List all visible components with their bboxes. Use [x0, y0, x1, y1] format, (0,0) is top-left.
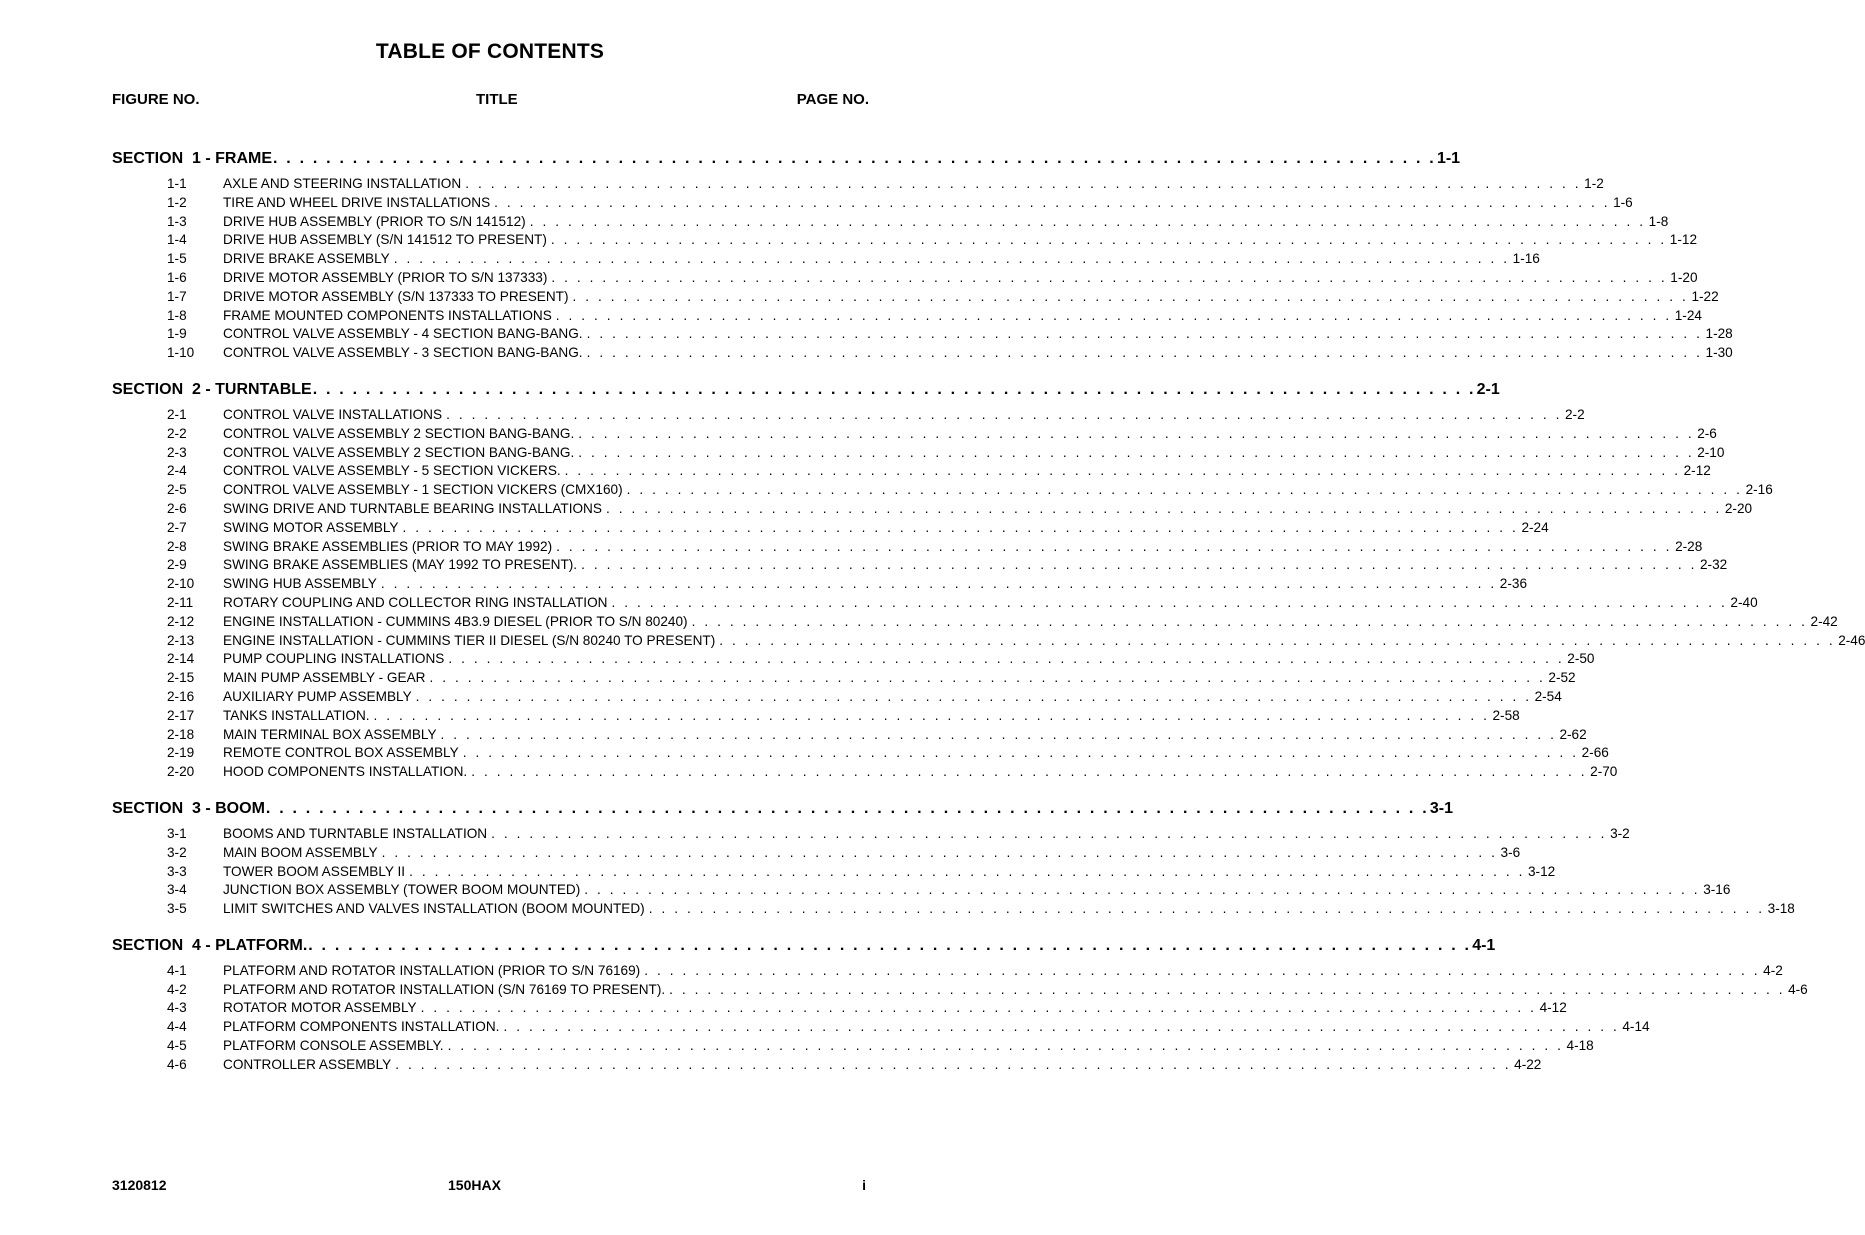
toc-entry[interactable]	[167, 482, 1773, 501]
dot-leader: . . . . . . . . . . . . . . . . . . . . . . . . . . . . . . . . . . . . . . . . . . . . . . . . . . . . . . . . . . . . . . . . . . . . . . . . . . . . . . . . . . . . . . . .	[465, 176, 1582, 191]
figure-page-number: 2-36	[1499, 576, 1528, 592]
figure-number: 3-2	[167, 844, 187, 860]
figure-page-number: 4-14	[1622, 1019, 1650, 1035]
figure-number: 3-1	[167, 825, 187, 841]
figure-title: CONTROL VALVE ASSEMBLY 2 SECTION BANG-BANG.	[223, 425, 575, 441]
figure-page-number: 4-22	[1514, 1056, 1542, 1072]
section-page-number: 1-1	[1436, 150, 1461, 167]
toc-entry[interactable]	[167, 726, 1587, 746]
figure-title: PLATFORM CONSOLE ASSEMBLY.	[223, 1038, 444, 1054]
figure-number: 1-8	[167, 307, 187, 323]
toc-entry[interactable]	[167, 1019, 1650, 1038]
figure-page-number: 4-12	[1539, 1000, 1567, 1016]
figure-number: 2-12	[167, 613, 195, 629]
figure-number: 1-9	[167, 326, 187, 342]
section-heading[interactable]	[112, 380, 1500, 405]
toc-entry[interactable]	[167, 194, 1633, 214]
dot-leader: . . . . . . . . . . . . . . . . . . . . . . . . . . . . . . . . . . . . . . . . . . . . . . . . . . . . . . . . . . . . . . . . . . . . . . . . . . . . . . . . . . . . . . . .	[415, 688, 1532, 704]
toc-section	[0, 936, 1808, 1076]
figure-page-number: 3-16	[1703, 882, 1731, 898]
toc-entry[interactable]	[167, 962, 1783, 982]
toc-entry[interactable]	[167, 882, 1731, 901]
figure-page-number: 2-20	[1724, 500, 1753, 516]
figure-number: 2-11	[167, 594, 194, 610]
figure-number: 2-4	[167, 463, 187, 479]
toc-entry[interactable]	[167, 632, 1865, 652]
toc-entry[interactable]	[167, 425, 1717, 445]
section-label: SECTION 4 - PLATFORM.	[112, 936, 308, 954]
toc-entry[interactable]	[167, 844, 1521, 864]
figure-number: 3-4	[167, 882, 187, 898]
figure-page-number: 2-66	[1581, 745, 1609, 761]
figure-page-number: 2-2	[1565, 406, 1585, 422]
footer-page-number: i	[862, 1177, 866, 1193]
figure-page-number: 2-52	[1548, 670, 1576, 686]
toc-entry[interactable]	[167, 1038, 1594, 1057]
figure-page-number: 2-40	[1730, 594, 1758, 610]
section-page-number: 2-1	[1476, 380, 1500, 398]
toc-entry[interactable]	[167, 651, 1595, 670]
figure-number: 1-3	[167, 213, 187, 229]
figure-page-number: 1-2	[1584, 176, 1604, 191]
figure-number: 4-2	[167, 981, 187, 997]
dot-leader: . . . . . . . . . . . . . . . . . . . . . . . . . . . . . . . . . . . . . . . . . . . . . . . . . . . . . . . . . . . . . . . . . . . . . . . . . . . . . . . . . . . . . . . .	[550, 232, 1667, 248]
figure-title: ENGINE INSTALLATION - CUMMINS 4B3.9 DIESEL (PRIOR TO S/N 80240)	[223, 613, 688, 629]
column-header-figure: FIGURE NO.	[112, 91, 200, 108]
figure-page-number: 1-6	[1613, 194, 1633, 210]
column-header-title: TITLE	[476, 91, 518, 108]
dot-leader: . . . . . . . . . . . . . . . . . . . . . . . . . . . . . . . . . . . . . . . . . . . . . . . . . . . . . . . . . . . . . . . . . . . . . . . . . . . . . . . . . . . . . . . .	[447, 1038, 1564, 1054]
toc-entry[interactable]	[167, 901, 1795, 920]
toc-entry[interactable]	[167, 538, 1703, 558]
figure-number: 4-1	[167, 962, 187, 978]
figure-title: CONTROL VALVE ASSEMBLY - 1 SECTION VICKERS (CMX160)	[223, 482, 623, 498]
dot-leader: . . . . . . . . . . . . . . . . . . . . . . . . . . . . . . . . . . . . . . . . . . . . . . . . . . . . . . . . . . . . . . . . . . . . . . . . . . . . . . . . . . . . . . . .	[446, 406, 1562, 422]
figure-page-number: 1-12	[1669, 232, 1698, 248]
figure-number: 2-3	[167, 444, 187, 460]
dot-leader: . . . . . . . . . . . . . . . . . . . . . . . . . . . . . . . . . . . . . . . . . . . . . . . . . . . . . . . . . . . . . . . . . . . . . . . . . . . . . . . . . . . . . . . .	[273, 150, 1436, 167]
figure-title: PLATFORM AND ROTATOR INSTALLATION (S/N 76169 TO PRESENT).	[223, 981, 666, 997]
dot-leader: . . . . . . . . . . . . . . . . . . . . . . . . . . . . . . . . . . . . . . . . . . . . . . . . . . . . . . . . . . . . . . . . . . . . . . . . . . . . . . . . . . . . . . . .	[564, 463, 1681, 479]
figure-page-number: 2-62	[1559, 726, 1587, 742]
figure-title: MAIN TERMINAL BOX ASSEMBLY	[223, 726, 437, 742]
figure-page-number: 2-70	[1590, 764, 1618, 780]
figure-page-number: 4-6	[1788, 981, 1808, 997]
dot-leader: . . . . . . . . . . . . . . . . . . . . . . . . . . . . . . . . . . . . . . . . . . . . . . . . . . . . . . . . . . . . . . . . . . . . . . . . . . . . . . . . . . . . . . . .	[494, 194, 1611, 210]
toc-entry[interactable]	[167, 1000, 1567, 1019]
dot-leader: . . . . . . . . . . . . . . . . . . . . . . . . . . . . . . . . . . . . . . . . . . . . . . . . . . . . . . . . . . . . . . . . . . . . . . . . . . . . . . . . . . . . . . . .	[409, 863, 1525, 879]
figure-page-number: 3-2	[1610, 825, 1630, 841]
figure-page-number: 2-58	[1492, 707, 1520, 723]
dot-leader: . . . . . . . . . . . . . . . . . . . . . . . . . . . . . . . . . . . . . . . . . . . . . . . . . . . . . . . . . . . . . . . . . . . . . . . . . . . . . . . . . . . . . . . .	[393, 251, 1510, 267]
footer-document-number: 3120812	[112, 1177, 167, 1193]
dot-leader: . . . . . . . . . . . . . . . . . . . . . . . . . . . . . . . . . . . . . . . . . . . . . . . . . . . . . . . . . . . . . . . . . . . . . . . . . . . . . . . . . . . . . . . .	[578, 444, 1695, 460]
figure-title: DRIVE BRAKE ASSEMBLY	[223, 251, 390, 267]
table-of-contents	[0, 150, 1865, 1093]
figure-page-number: 2-6	[1697, 425, 1717, 441]
figure-page-number: 1-24	[1674, 307, 1702, 323]
figure-page-number: 2-10	[1697, 444, 1725, 460]
dot-leader: . . . . . . . . . . . . . . . . . . . . . . . . . . . . . . . . . . . . . . . . . . . . . . . . . . . . . . . . . . . . . . . . . . . . . . . . . . . . . . . . . . . . . . . .	[448, 651, 1565, 667]
toc-section	[0, 380, 1865, 783]
figure-page-number: 1-20	[1670, 269, 1698, 285]
figure-title: TANKS INSTALLATION.	[223, 707, 370, 723]
figure-number: 4-4	[167, 1019, 187, 1035]
toc-entry[interactable]	[167, 707, 1520, 727]
figure-number: 2-7	[167, 519, 187, 535]
figure-title: PLATFORM AND ROTATOR INSTALLATION (PRIOR TO S/N 76169)	[223, 962, 641, 978]
figure-page-number: 1-8	[1648, 213, 1669, 229]
dot-leader: . . . . . . . . . . . . . . . . . . . . . . . . . . . . . . . . . . . . . . . . . . . . . . . . . . . . . . . . . . . . . . . . . . . . . . . . . . . . . . . . . . . . . . . .	[648, 901, 1765, 917]
dot-leader: . . . . . . . . . . . . . . . . . . . . . . . . . . . . . . . . . . . . . . . . . . . . . . . . . . . . . . . . . . . . . . . . . . . . . . . . . . . . . . . . . . . . . . . .	[312, 380, 1476, 398]
dot-leader: . . . . . . . . . . . . . . . . . . . . . . . . . . . . . . . . . . . . . . . . . . . . . . . . . . . . . . . . . . . . . . . . . . . . . . . . . . . . . . . . . . . . . . . .	[529, 213, 1646, 229]
figure-title: SWING MOTOR ASSEMBLY	[223, 519, 399, 535]
figure-number: 2-18	[167, 726, 195, 742]
figure-title: CONTROL VALVE ASSEMBLY - 4 SECTION BANG-BANG.	[223, 326, 583, 342]
dot-leader: . . . . . . . . . . . . . . . . . . . . . . . . . . . . . . . . . . . . . . . . . . . . . . . . . . . . . . . . . . . . . . . . . . . . . . . . . . . . . . . . . . . . . . . .	[373, 707, 1490, 723]
section-page-number: 4-1	[1472, 936, 1496, 954]
figure-title: PLATFORM COMPONENTS INSTALLATION.	[223, 1019, 500, 1035]
dot-leader: . . . . . . . . . . . . . . . . . . . . . . . . . . . . . . . . . . . . . . . . . . . . . . . . . . . . . . . . . . . . . . . . . . . . . . . . . . . . . . . . . . . . . . . .	[440, 726, 1557, 742]
figure-number: 1-7	[167, 288, 187, 304]
figure-number: 2-17	[167, 707, 195, 723]
figure-number: 2-1	[167, 406, 187, 422]
dot-leader: . . . . . . . . . . . . . . . . . . . . . . . . . . . . . . . . . . . . . . . . . . . . . . . . . . . . . . . . . . . . . . . . . . . . . . . . . . . . . . . . . . . . . . . .	[586, 326, 1703, 342]
figure-page-number: 2-24	[1521, 519, 1549, 535]
figure-title: PUMP COUPLING INSTALLATIONS	[223, 651, 445, 667]
dot-leader: . . . . . . . . . . . . . . . . . . . . . . . . . . . . . . . . . . . . . . . . . . . . . . . . . . . . . . . . . . . . . . . . . . . . . . . . . . . . . . . . . . . . . . . .	[551, 269, 1668, 285]
dot-leader: . . . . . . . . . . . . . . . . . . . . . . . . . . . . . . . . . . . . . . . . . . . . . . . . . . . . . . . . . . . . . . . . . . . . . . . . . . . . . . . . . . . . . . . .	[556, 538, 1673, 554]
figure-title: ROTATOR MOTOR ASSEMBLY	[223, 1000, 417, 1016]
toc-entry[interactable]	[167, 688, 1562, 708]
toc-entry[interactable]	[167, 613, 1838, 633]
dot-leader: . . . . . . . . . . . . . . . . . . . . . . . . . . . . . . . . . . . . . . . . . . . . . . . . . . . . . . . . . . . . . . . . . . . . . . . . . . . . . . . . . . . . . . . .	[420, 1000, 1537, 1016]
figure-page-number: 2-42	[1810, 613, 1838, 629]
page-title: TABLE OF CONTENTS	[375, 40, 605, 63]
figure-page-number: 2-28	[1675, 538, 1703, 554]
figure-page-number: 2-46	[1838, 632, 1865, 648]
dot-leader: . . . . . . . . . . . . . . . . . . . . . . . . . . . . . . . . . . . . . . . . . . . . . . . . . . . . . . . . . . . . . . . . . . . . . . . . . . . . . . . . . . . . . . . .	[395, 1056, 1512, 1072]
figure-number: 1-10	[167, 345, 195, 361]
toc-entry[interactable]	[167, 519, 1549, 539]
toc-entry[interactable]	[167, 176, 1604, 195]
figure-page-number: 1-22	[1691, 288, 1719, 304]
toc-entry[interactable]	[167, 406, 1585, 426]
toc-entry[interactable]	[167, 269, 1698, 289]
dot-leader: . . . . . . . . . . . . . . . . . . . . . . . . . . . . . . . . . . . . . . . . . . . . . . . . . . . . . . . . . . . . . . . . . . . . . . . . . . . . . . . . . . . . . . . .	[429, 670, 1546, 686]
toc-entry[interactable]	[167, 288, 1719, 308]
figure-number: 2-16	[167, 688, 195, 704]
section-label: SECTION 1 - FRAME	[112, 150, 273, 167]
toc-entry[interactable]	[167, 594, 1758, 614]
figure-number: 4-3	[167, 1000, 187, 1016]
figure-title: CONTROLLER ASSEMBLY	[223, 1056, 392, 1072]
figure-number: 3-3	[167, 863, 187, 879]
figure-number: 3-5	[167, 901, 187, 917]
dot-leader: . . . . . . . . . . . . . . . . . . . . . . . . . . . . . . . . . . . . . . . . . . . . . . . . . . . . . . . . . . . . . . . . . . . . . . . . . . . . . . . . . . . . . . . .	[381, 844, 1498, 860]
toc-entry[interactable]	[167, 500, 1753, 520]
toc-entry[interactable]	[167, 670, 1576, 689]
figure-number: 2-20	[167, 764, 195, 780]
dot-leader: . . . . . . . . . . . . . . . . . . . . . . . . . . . . . . . . . . . . . . . . . . . . . . . . . . . . . . . . . . . . . . . . . . . . . . . . . . . . . . . . . . . . . . . .	[605, 500, 1722, 516]
figure-number: 2-10	[167, 576, 195, 592]
figure-number: 1-4	[167, 232, 187, 248]
toc-section	[0, 150, 1733, 364]
figure-page-number: 2-16	[1745, 482, 1773, 498]
figure-number: 2-9	[167, 557, 187, 573]
figure-title: DRIVE MOTOR ASSEMBLY (PRIOR TO S/N 137333)	[223, 269, 548, 285]
dot-leader: . . . . . . . . . . . . . . . . . . . . . . . . . . . . . . . . . . . . . . . . . . . . . . . . . . . . . . . . . . . . . . . . . . . . . . . . . . . . . . . . . . . . . . . .	[578, 425, 1695, 441]
figure-number: 1-5	[167, 251, 187, 267]
figure-title: DRIVE HUB ASSEMBLY (PRIOR TO S/N 141512)	[223, 213, 526, 229]
toc-section	[0, 799, 1795, 920]
figure-number: 1-1	[167, 176, 187, 191]
figure-title: BOOMS AND TURNTABLE INSTALLATION	[223, 825, 488, 841]
section-label: SECTION 3 - BOOM	[112, 799, 265, 817]
figure-page-number: 4-18	[1566, 1038, 1594, 1054]
toc-entry[interactable]	[167, 307, 1702, 327]
figure-title: DRIVE HUB ASSEMBLY (S/N 141512 TO PRESENT)	[223, 232, 547, 248]
figure-number: 4-6	[167, 1056, 187, 1072]
dot-leader: . . . . . . . . . . . . . . . . . . . . . . . . . . . . . . . . . . . . . . . . . . . . . . . . . . . . . . . . . . . . . . . . . . . . . . . . . . . . . . . . . . . . . . . .	[503, 1019, 1620, 1035]
figure-page-number: 4-2	[1763, 962, 1783, 978]
figure-page-number: 3-6	[1500, 844, 1521, 860]
figure-page-number: 3-12	[1528, 863, 1556, 879]
figure-number: 2-13	[167, 632, 195, 648]
toc-entry[interactable]	[167, 825, 1630, 845]
figure-title: FRAME MOUNTED COMPONENTS INSTALLATIONS	[223, 307, 552, 323]
figure-title: CONTROL VALVE ASSEMBLY - 3 SECTION BANG-BANG.	[223, 345, 583, 361]
toc-entry[interactable]	[167, 463, 1711, 482]
toc-entry[interactable]	[167, 745, 1609, 764]
footer-model: 150HAX	[448, 1177, 501, 1193]
dot-leader: . . . . . . . . . . . . . . . . . . . . . . . . . . . . . . . . . . . . . . . . . . . . . . . . . . . . . . . . . . . . . . . . . . . . . . . . . . . . . . . . . . . . . . . .	[265, 799, 1429, 817]
figure-page-number: 2-50	[1567, 651, 1595, 667]
dot-leader: . . . . . . . . . . . . . . . . . . . . . . . . . . . . . . . . . . . . . . . . . . . . . . . . . . . . . . . . . . . . . . . . . . . . . . . . . . . . . . . . . . . . . . . .	[691, 613, 1808, 629]
toc-entry[interactable]	[167, 981, 1808, 1001]
toc-entry[interactable]	[167, 345, 1733, 364]
toc-entry[interactable]	[167, 1056, 1542, 1076]
figure-number: 1-2	[167, 194, 187, 210]
figure-title: TOWER BOOM ASSEMBLY II	[223, 863, 406, 879]
figure-title: SWING DRIVE AND TURNTABLE BEARING INSTALLATIONS	[223, 500, 602, 516]
figure-title: REMOTE CONTROL BOX ASSEMBLY	[223, 745, 459, 761]
dot-leader: . . . . . . . . . . . . . . . . . . . . . . . . . . . . . . . . . . . . . . . . . . . . . . . . . . . . . . . . . . . . . . . . . . . . . . . . . . . . . . . . . . . . . . . .	[462, 745, 1579, 761]
dot-leader: . . . . . . . . . . . . . . . . . . . . . . . . . . . . . . . . . . . . . . . . . . . . . . . . . . . . . . . . . . . . . . . . . . . . . . . . . . . . . . . . . . . . . . . .	[572, 288, 1689, 304]
section-heading[interactable]	[112, 150, 1461, 174]
figure-title: ROTARY COUPLING AND COLLECTOR RING INSTALLATION	[223, 594, 608, 610]
dot-leader: . . . . . . . . . . . . . . . . . . . . . . . . . . . . . . . . . . . . . . . . . . . . . . . . . . . . . . . . . . . . . . . . . . . . . . . . . . . . . . . . . . . . . . . .	[584, 882, 1701, 898]
section-label: SECTION 2 - TURNTABLE	[112, 380, 312, 398]
column-header-page: PAGE NO.	[796, 91, 869, 108]
figure-number: 2-2	[167, 425, 187, 441]
toc-entry[interactable]	[167, 251, 1540, 270]
figure-title: LIMIT SWITCHES AND VALVES INSTALLATION (BOOM MOUNTED)	[223, 901, 645, 917]
figure-page-number: 1-28	[1705, 326, 1733, 342]
dot-leader: . . . . . . . . . . . . . . . . . . . . . . . . . . . . . . . . . . . . . . . . . . . . . . . . . . . . . . . . . . . . . . . . . . . . . . . . . . . . . . . . . . . . . . . .	[491, 825, 1608, 841]
figure-title: AXLE AND STEERING INSTALLATION	[223, 176, 462, 191]
figure-title: SWING BRAKE ASSEMBLIES (PRIOR TO MAY 1992)	[223, 538, 553, 554]
figure-title: CONTROL VALVE ASSEMBLY 2 SECTION BANG-BANG.	[223, 444, 575, 460]
dot-leader: . . . . . . . . . . . . . . . . . . . . . . . . . . . . . . . . . . . . . . . . . . . . . . . . . . . . . . . . . . . . . . . . . . . . . . . . . . . . . . . . . . . . . . . .	[471, 764, 1588, 780]
dot-leader: . . . . . . . . . . . . . . . . . . . . . . . . . . . . . . . . . . . . . . . . . . . . . . . . . . . . . . . . . . . . . . . . . . . . . . . . . . . . . . . . . . . . . . . .	[581, 557, 1697, 573]
dot-leader: . . . . . . . . . . . . . . . . . . . . . . . . . . . . . . . . . . . . . . . . . . . . . . . . . . . . . . . . . . . . . . . . . . . . . . . . . . . . . . . . . . . . . . . .	[586, 345, 1703, 361]
toc-entry[interactable]	[167, 576, 1528, 595]
dot-leader: . . . . . . . . . . . . . . . . . . . . . . . . . . . . . . . . . . . . . . . . . . . . . . . . . . . . . . . . . . . . . . . . . . . . . . . . . . . . . . . . . . . . . . . .	[380, 576, 1497, 592]
figure-page-number: 1-30	[1705, 345, 1733, 361]
figure-title: DRIVE MOTOR ASSEMBLY (S/N 137333 TO PRESENT)	[223, 288, 569, 304]
toc-entry[interactable]	[167, 764, 1618, 783]
toc-entry[interactable]	[167, 557, 1728, 576]
dot-leader: . . . . . . . . . . . . . . . . . . . . . . . . . . . . . . . . . . . . . . . . . . . . . . . . . . . . . . . . . . . . . . . . . . . . . . . . . . . . . . . . . . . . . . . .	[669, 981, 1786, 997]
figure-title: MAIN PUMP ASSEMBLY - GEAR	[223, 670, 426, 686]
figure-page-number: 2-54	[1534, 688, 1562, 704]
section-heading[interactable]	[112, 799, 1453, 824]
dot-leader: . . . . . . . . . . . . . . . . . . . . . . . . . . . . . . . . . . . . . . . . . . . . . . . . . . . . . . . . . . . . . . . . . . . . . . . . . . . . . . . . . . . . . . . .	[308, 936, 1472, 954]
figure-title: SWING HUB ASSEMBLY	[223, 576, 377, 592]
figure-number: 2-5	[167, 482, 187, 498]
figure-number: 4-5	[167, 1038, 187, 1054]
dot-leader: . . . . . . . . . . . . . . . . . . . . . . . . . . . . . . . . . . . . . . . . . . . . . . . . . . . . . . . . . . . . . . . . . . . . . . . . . . . . . . . . . . . . . . . .	[719, 632, 1836, 648]
figure-page-number: 2-12	[1683, 463, 1711, 479]
figure-title: CONTROL VALVE INSTALLATIONS	[223, 406, 443, 422]
dot-leader: . . . . . . . . . . . . . . . . . . . . . . . . . . . . . . . . . . . . . . . . . . . . . . . . . . . . . . . . . . . . . . . . . . . . . . . . . . . . . . . . . . . . . . . .	[402, 519, 1519, 535]
toc-entry[interactable]	[167, 232, 1698, 251]
dot-leader: . . . . . . . . . . . . . . . . . . . . . . . . . . . . . . . . . . . . . . . . . . . . . . . . . . . . . . . . . . . . . . . . . . . . . . . . . . . . . . . . . . . . . . . .	[611, 594, 1728, 610]
dot-leader: . . . . . . . . . . . . . . . . . . . . . . . . . . . . . . . . . . . . . . . . . . . . . . . . . . . . . . . . . . . . . . . . . . . . . . . . . . . . . . . . . . . . . . . .	[555, 307, 1672, 323]
dot-leader: . . . . . . . . . . . . . . . . . . . . . . . . . . . . . . . . . . . . . . . . . . . . . . . . . . . . . . . . . . . . . . . . . . . . . . . . . . . . . . . . . . . . . . . .	[644, 962, 1761, 978]
figure-number: 2-14	[167, 651, 195, 667]
figure-number: 1-6	[167, 269, 187, 285]
figure-title: CONTROL VALVE ASSEMBLY - 5 SECTION VICKERS.	[223, 463, 561, 479]
figure-number: 2-15	[167, 670, 195, 686]
toc-entry[interactable]	[167, 213, 1669, 233]
figure-number: 2-19	[167, 745, 195, 761]
figure-page-number: 3-18	[1767, 901, 1795, 917]
section-heading[interactable]	[112, 936, 1496, 961]
figure-number: 2-6	[167, 500, 187, 516]
figure-title: HOOD COMPONENTS INSTALLATION.	[223, 764, 468, 780]
figure-number: 2-8	[167, 538, 187, 554]
figure-title: MAIN BOOM ASSEMBLY	[223, 844, 378, 860]
figure-title: TIRE AND WHEEL DRIVE INSTALLATIONS	[223, 194, 491, 210]
figure-page-number: 2-32	[1700, 557, 1728, 573]
figure-title: ENGINE INSTALLATION - CUMMINS TIER II DIESEL (S/N 80240 TO PRESENT)	[223, 632, 716, 648]
figure-page-number: 1-16	[1512, 251, 1540, 267]
figure-title: AUXILIARY PUMP ASSEMBLY	[223, 688, 412, 704]
toc-entry[interactable]	[167, 326, 1733, 345]
dot-leader: . . . . . . . . . . . . . . . . . . . . . . . . . . . . . . . . . . . . . . . . . . . . . . . . . . . . . . . . . . . . . . . . . . . . . . . . . . . . . . . . . . . . . . . .	[626, 482, 1743, 498]
toc-entry[interactable]	[167, 863, 1556, 883]
toc-entry[interactable]	[167, 444, 1725, 464]
figure-title: SWING BRAKE ASSEMBLIES (MAY 1992 TO PRESENT).	[223, 557, 578, 573]
section-page-number: 3-1	[1429, 799, 1453, 817]
figure-title: JUNCTION BOX ASSEMBLY (TOWER BOOM MOUNTED)	[223, 882, 581, 898]
